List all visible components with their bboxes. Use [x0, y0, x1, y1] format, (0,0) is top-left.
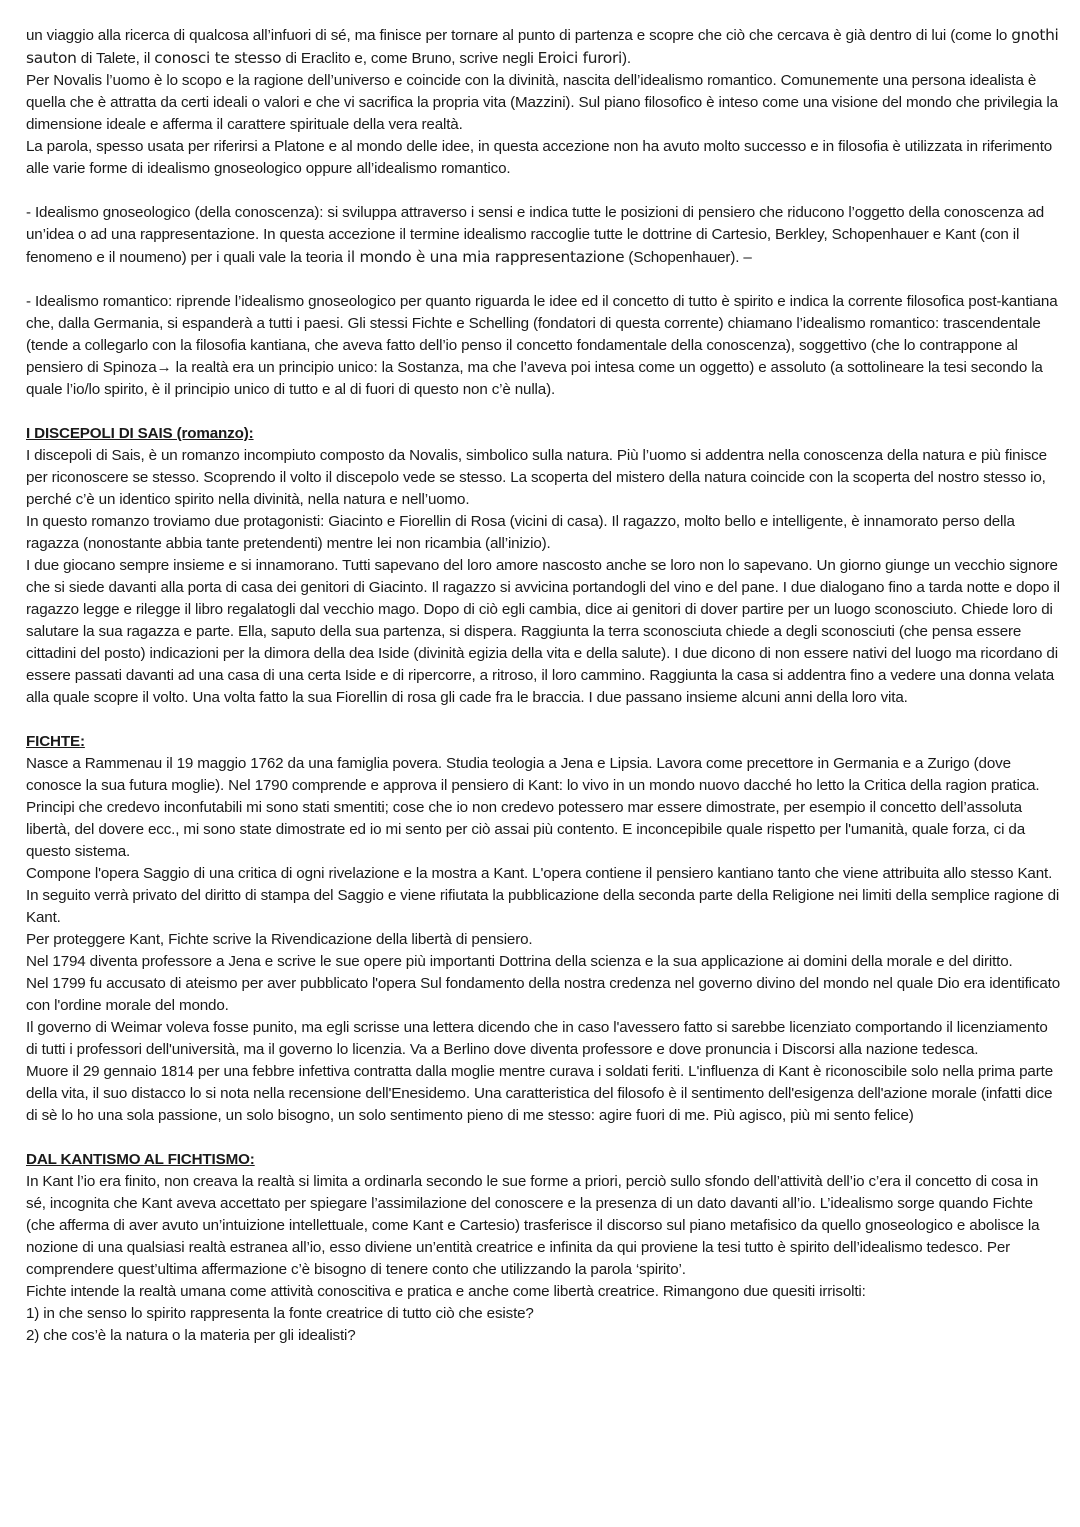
- fichte-paragraph-7: Muore il 29 gennaio 1814 per una febbre infettiva contratta dalla moglie mentre curava i soldati feriti. L'influenza di Kant è riconoscibile solo nella prima parte della vita, il suo distacco lo si nota nella recensione dell'Enesidemo. Una caratteristica del filosofo è il sentimento dell'esigenza dell'azione morale (infatti dice di sè lo ho una sola passione, un solo bisogno, un solo sentimento pieno di me stesso: agire fuori di me. Più agisco, più mi sento felice): [26, 1063, 1053, 1124]
- kantismo-paragraph-1: In Kant l’io era finito, non creava la realtà si limita a ordinarla secondo le sue forme a priori, perciò sullo sfondo dell’attività dell’io c’era il concetto di cosa in sé, incognita che Kant aveva accettato per spiegare l’assimilazione del conoscere e la presenza di un dato davanti all’io. L’idealismo sorge quando Fichte (che afferma di aver avuto un’intuizione intellettuale, come Kant e Cartesio) trasferisce il discorso sul piano metafisico da quello gnoseologico e abolisce la nozione di una qualsiasi realtà estranea all’io, esso diviene un’entità creatrice e infinita da qui proviene la tesi tutto è spirito dell’idealismo tedesco. Per comprendere quest’ultima affermazione c’è bisogno di tenere conto che utilizzando la parola ‘spirito’.: [26, 1173, 1040, 1278]
- kantismo-paragraph-2: Fichte intende la realtà umana come attività conoscitiva e pratica e anche come libertà creatrice. Rimangono due quesiti irrisolti:: [26, 1283, 866, 1300]
- schopenhauer-quote: il mondo è una mia rappresentazione: [346, 248, 625, 266]
- fichte-paragraph-1: Nasce a Rammenau il 19 maggio 1762 da una famiglia povera. Studia teologia a Jena e Lipsia. Lavora come precettore in Germania e a Zurigo (dove conosce la sua futura moglie). Nel 1790 comprende e approva il pensiero di Kant: lo vivo in un mondo nuovo dacché ho letto la Critica della ragion pratica. Principi che credevo inconfutabili mi sono stati smentiti; cose che io non credevo potessero mar essere dimostrate, per esempio il concetto dell’assoluta libertà, del dovere ecc., mi sono state dimostrate ed io mi sento per ciò assai più contento. E inconcepibile quale rispetto per l'umanità, quale forza, ci da questo sistema.: [26, 755, 1040, 860]
- kantismo-heading: DAL KANTISMO AL FICHTISMO:: [26, 1151, 255, 1168]
- sais-paragraph-3: I due giocano sempre insieme e si innamorano. Tutti sapevano del loro amore nascosto anche se loro non lo sapevano. Un giorno giunge un vecchio signore che si siede davanti alla porta di casa dei genitori di Giacinto. Il ragazzo si avvicina portandogli del vino e del pane. I due dialogano fino a tarda notte e dopo il ragazzo legge e rilegge il libro regalatogli dal vecchio mago. Dopo di ciò egli cambia, dice ai genitori di dover partire per un luogo sconosciuto. Chiede loro di salutare la sua ragazza e parte. Ella, saputo della sua partenza, si dispera. Raggiunta la terra sconosciuta chiede a degli sconosciuti (che pensa essere cittadini del posto) indicazioni per la dimora della dea Iside (divinità egizia della vita e della salute). I due dicono di non essere nativi del luogo ma ricordano di essere passati davanti ad una casa di una certa Iside e di ripercorre, a ritroso, il loro cammino. Raggiunta la casa si addentra fino a vedere una donna velata alla quale scopre il volto. Una volta fatto la sua Fiorellin di rosa gli cade fra le braccia. I due passano insieme alcuni anni della loro vita.: [26, 557, 1060, 706]
- sais-heading: I DISCEPOLI DI SAIS (romanzo):: [26, 425, 254, 442]
- fichte-paragraph-6: Il governo di Weimar voleva fosse punito, ma egli scrisse una lettera dicendo che in caso l'avessero fatto si sarebbe licenziato comportando il licenziamento di tutti i professori dell'università, ma il governo lo licenzia. Va a Berlino dove diventa professore e dove pronuncia i Discorsi alla nazione tedesca.: [26, 1019, 1048, 1058]
- question-2: 2) che cos’è la natura o la materia per gli idealisti?: [26, 1327, 356, 1344]
- gnothi-sauton: gnothi sauton: [26, 26, 1059, 67]
- eroici-furori: Eroici furori: [537, 49, 622, 67]
- fichte-paragraph-2: Compone l'opera Saggio di una critica di ogni rivelazione e la mostra a Kant. L'opera contiene il pensiero kantiano tanto che viene attribuita allo stesso Kant. In seguito verrà privato del diritto di stampa del Saggio e viene rifiutata la pubblicazione della seconda parte della Religione nei limiti della semplice ragione di Kant.: [26, 865, 1060, 926]
- fichte-heading: FICHTE:: [26, 733, 85, 750]
- romantico-paragraph: - Idealismo romantico: riprende l’idealismo gnoseologico per quanto riguarda le idee ed il concetto di tutto è spirito e indica la corrente filosofica post-kantiana che, dalla Germania, si espanderà a tutti i paesi. Gli stessi Fichte e Schelling (fondatori di questa corrente) chiamano l’idealismo romantico: trascendentale (tende a collegarlo con la filosofia kantiana, che aveva fatto dell’io penso il concetto fondamentale della conoscenza), soggettivo (che lo contrappone al pensiero di Spinoza→ la realtà era un principio unico: la Sostanza, ma che l’aveva poi intesa come un oggetto) e assoluto (a sottolineare la tesi secondo la quale l’io/lo spirito, è il principio unico di tutto e al di fuori di questo non c’è nulla).: [26, 293, 1058, 398]
- fichte-paragraph-5: Nel 1799 fu accusato di ateismo per aver pubblicato l'opera Sul fondamento della nostra credenza nel governo divino del mondo nel quale Dio era identificato con l'ordine morale del mondo.: [26, 975, 1061, 1014]
- fichte-paragraph-4: Nel 1794 diventa professore a Jena e scrive le sue opere più importanti Dottrina della scienza e la sua applicazione ai domini della morale e del diritto.: [26, 953, 1013, 970]
- sais-paragraph-2: In questo romanzo troviamo due protagonisti: Giacinto e Fiorellin di Rosa (vicini di casa). Il ragazzo, molto bello e intelligente, è innamorato perso della ragazza (nonostante abbia tante pretendenti) mentre lei non ricambia (all’inizio).: [26, 513, 1015, 552]
- gnoseologico-paragraph: - Idealismo gnoseologico (della conoscenza): si sviluppa attraverso i sensi e indica tutte le posizioni di pensiero che riducono l’oggetto della conoscenza ad un’idea o ad una rappresentazione. In questa accezione il termine idealismo raccoglie tutte le dottrine di Cartesio, Berkley, Schopenhauer e Kant (con il fenomeno e il noumeno) per i quali vale la teoria il mondo è una mia rappresentazione (Schopenhauer). –: [26, 204, 1045, 266]
- conosci-te-stesso: conosci te stesso: [154, 49, 282, 67]
- question-1: 1) in che senso lo spirito rappresenta la fonte creatrice di tutto ciò che esiste?: [26, 1305, 534, 1322]
- intro-paragraph: un viaggio alla ricerca di qualcosa all’infuori di sé, ma finisce per tornare al punto di partenza e scopre che ciò che cercava è già dentro di lui (come lo gnothi sauton di Talete, il conosci te stesso di Eraclito e, come Bruno, scrive negli Eroici furori).: [26, 26, 1059, 67]
- fichte-paragraph-3: Per proteggere Kant, Fichte scrive la Rivendicazione della libertà di pensiero.: [26, 931, 533, 948]
- document-page: [26, 24, 1062, 1347]
- novalis-paragraph: Per Novalis l’uomo è lo scopo e la ragione dell’universo e coincide con la divinità, nascita dell’idealismo romantico. Comunemente una persona idealista è quella che è attratta da certi ideali o valori e che vi sacrifica la propria vita (Mazzini). Sul piano filosofico è inteso come una visione del mondo che privilegia la dimensione ideale e afferma il carattere spirituale della vera realtà.: [26, 72, 1058, 133]
- parola-paragraph: La parola, spesso usata per riferirsi a Platone e al mondo delle idee, in questa accezione non ha avuto molto successo e in filosofia è utilizzata in riferimento alle varie forme di idealismo gnoseologico oppure all’idealismo romantico.: [26, 138, 1053, 177]
- intro-line: un viaggio alla ricerca di qualcosa all’infuori di sé, ma finisce per tornare al punto di partenza e scopre che ciò che cercava è già dentro di lui: [26, 27, 947, 44]
- sais-paragraph-1: I discepoli di Sais, è un romanzo incompiuto composto da Novalis, simbolico sulla natura. Più l’uomo si addentra nella conoscenza della natura e più finisce per riconoscere se stesso. Scoprendo il volto il discepolo vede se stesso. La scoperta del mistero della natura coincide con la scoperta del nostro stesso io, perché c’è un identico spirito nella divinità, nella natura e nell’uomo.: [26, 447, 1047, 508]
